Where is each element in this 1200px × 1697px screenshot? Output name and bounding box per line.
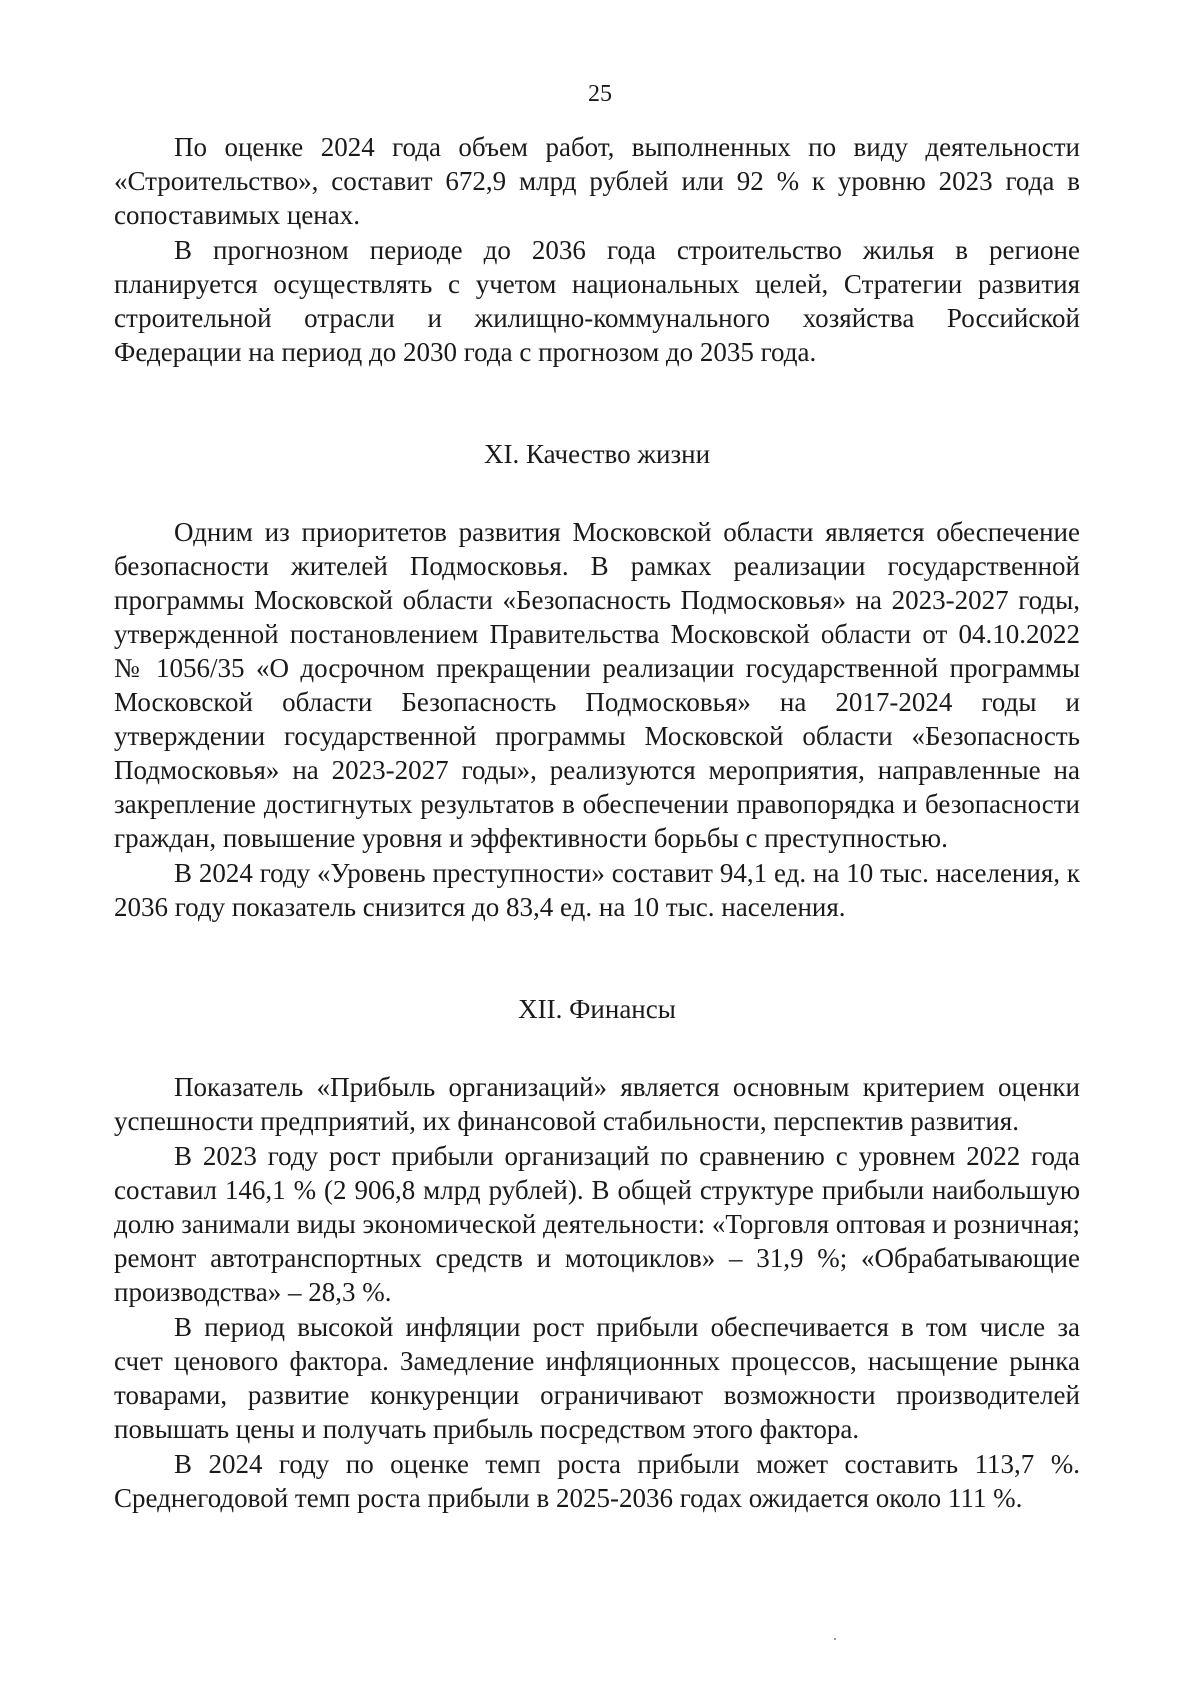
section-quality-of-life bbox=[114, 437, 1080, 924]
paragraph: По оценке 2024 года объем работ, выполненных по виду деятельности «Строительство», составит 672,9 млрд рублей или 92 % к уровню 2023 года в сопоставимых ценах. bbox=[114, 132, 1080, 230]
section-heading: XII. Финансы bbox=[518, 994, 676, 1024]
section-finance bbox=[114, 992, 1080, 1515]
paragraph: Показатель «Прибыль организаций» является основным критерием оценки успешности предприятий, их финансовой стабильности, перспектив развития. bbox=[114, 1072, 1080, 1136]
section-construction bbox=[114, 130, 1080, 369]
paragraph: В 2024 году «Уровень преступности» составит 94,1 ед. на 10 тыс. населения, к 2036 году показатель снизится до 83,4 ед. на 10 тыс. населения. bbox=[114, 858, 1080, 922]
page-number: 25 bbox=[588, 81, 612, 107]
paragraph: Одним из приоритетов развития Московской области является обеспечение безопасности жителей Подмосковья. В рамках реализации государственной программы Московской области «Безопасность Подмосковья» на 2023-2027 годы, утвержденной постановлением Правительства Московской области от 04.10.2022 № 1056/35 «О досрочном прекращении реализации государственной программы Московской области Безопасность Подмосковья» на 2017-2024 годы и утверждении государственной программы Московской области «Безопасность Подмосковья» на 2023-2027 годы», реализуются мероприятия, направленные на закрепление достигнутых результатов в обеспечении правопорядка и безопасности граждан, повышение уровня и эффективности борьбы с преступностью. bbox=[114, 517, 1080, 853]
paragraph: В прогнозном периоде до 2036 года строительство жилья в регионе планируется осуществлять с учетом национальных целей, Стратегии развития строительной отрасли и жилищно-коммунального хозяйства Российской Федерации на период до 2030 года с прогнозом до 2035 года. bbox=[114, 235, 1080, 367]
paragraph: В 2024 году по оценке темп роста прибыли может составить 113,7 %. Среднегодовой темп роста прибыли в 2025-2036 годах ожидается около 111 %. bbox=[114, 1449, 1080, 1513]
paragraph: В период высокой инфляции рост прибыли обеспечивается в том числе за счет ценового фактора. Замедление инфляционных процессов, насыщение рынка товарами, развитие конкуренции ограничивают возможности производителей повышать цены и получать прибыль посредством этого фактора. bbox=[114, 1312, 1080, 1444]
scan-speck bbox=[834, 1638, 836, 1640]
paragraph: В 2023 году рост прибыли организаций по сравнению с уровнем 2022 года составил 146,1 % (2 906,8 млрд рублей). В общей структуре прибыли наибольшую долю занимали виды экономической деятельности: «Торговля оптовая и розничная; ремонт автотранспортных средств и мотоциклов» – 31,9 %; «Обрабатывающие производства» – 28,3 %. bbox=[114, 1141, 1080, 1307]
section-heading: XI. Качество жизни bbox=[483, 439, 711, 469]
